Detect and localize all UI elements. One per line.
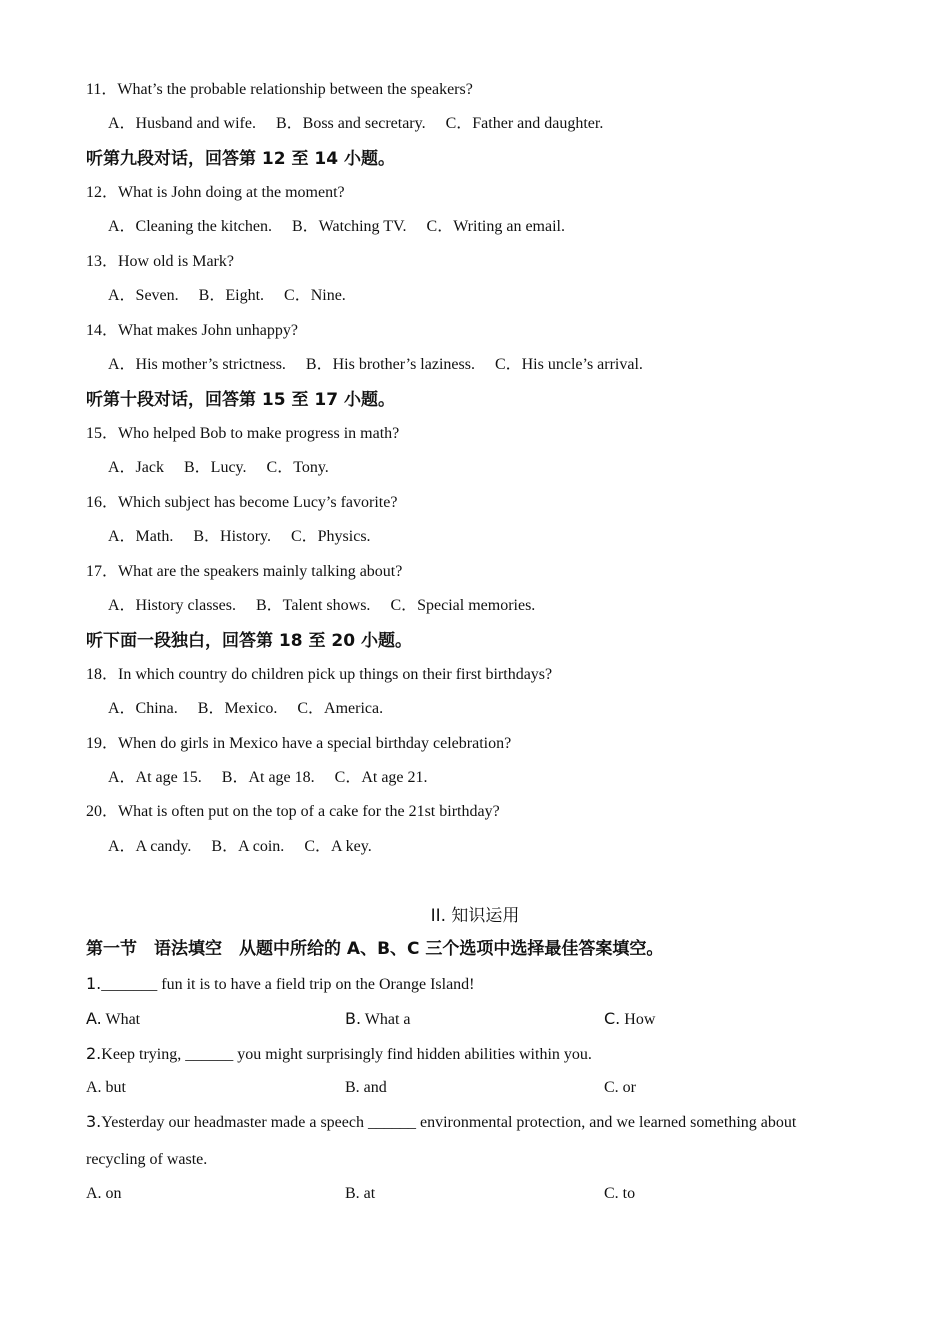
option-c: C．America. <box>297 700 384 717</box>
question-16-options <box>108 527 371 547</box>
option-a: A．Cleaning the kitchen. <box>108 218 272 235</box>
option-b: B．Boss and secretary. <box>275 115 426 132</box>
question-13-options <box>108 286 346 306</box>
question-18-options <box>108 699 383 719</box>
option-a: A．His mother’s strictness. <box>108 356 286 373</box>
question-number: 3. <box>86 1112 102 1131</box>
question-14: 14．What makes John unhappy? <box>86 322 298 339</box>
grammar-question-2-option-b: B. and <box>345 1079 387 1096</box>
option-a: A．History classes. <box>108 597 236 614</box>
question-18: 18．In which country do children pick up things on their first birthdays? <box>86 666 553 683</box>
question-11: 11．What’s the probable relationship between the speakers? <box>86 81 473 98</box>
grammar-question-1-option-c <box>604 1009 655 1030</box>
option-a: A．Math. <box>108 528 174 545</box>
grammar-question-3-continued: recycling of waste. <box>86 1151 208 1168</box>
question-number: 2. <box>86 1044 102 1063</box>
question-number: 1. <box>86 974 102 993</box>
option-key: A. <box>86 1009 102 1028</box>
section-heading-monologue: 听下面一段独白，回答第 18 至 20 小题。 <box>86 631 412 651</box>
question-12-options <box>108 217 565 237</box>
option-b: B．Talent shows. <box>256 597 371 614</box>
option-b: B．His brother’s laziness. <box>305 356 475 373</box>
option-b: B．Mexico. <box>197 700 278 717</box>
option-c: C．Nine. <box>284 287 346 304</box>
grammar-question-2-option-a: A. but <box>86 1079 126 1096</box>
option-c: C．Tony. <box>266 459 329 476</box>
option-c: C．Writing an email. <box>426 218 565 235</box>
question-19: 19．When do girls in Mexico have a special birthday celebration? <box>86 735 512 752</box>
option-a: A．Jack <box>108 459 164 476</box>
option-key: B. <box>345 1009 362 1028</box>
option-c: C．Physics. <box>290 528 371 545</box>
grammar-question-1-option-a <box>86 1009 140 1030</box>
option-b: B．A coin. <box>211 838 285 855</box>
section-heading-9: 听第九段对话，回答第 12 至 14 小题。 <box>86 149 395 169</box>
question-17: 17．What are the speakers mainly talking about? <box>86 563 403 580</box>
option-text: What <box>101 1011 141 1028</box>
option-b: B．At age 18. <box>221 769 315 786</box>
question-19-options <box>108 768 428 788</box>
grammar-question-1 <box>86 974 475 995</box>
option-text: How <box>620 1011 656 1028</box>
option-c: C．Father and daughter. <box>445 115 604 132</box>
section-title: II. 知识运用 <box>430 906 520 926</box>
grammar-question-2 <box>86 1044 592 1065</box>
grammar-question-1-option-b <box>345 1009 411 1030</box>
option-c: C．Special memories. <box>390 597 536 614</box>
grammar-question-3 <box>86 1112 796 1133</box>
option-a: A．China. <box>108 700 178 717</box>
question-13: 13．How old is Mark? <box>86 253 234 270</box>
question-12: 12．What is John doing at the moment? <box>86 184 345 201</box>
option-a: A．A candy. <box>108 838 192 855</box>
option-a: A．At age 15. <box>108 769 202 786</box>
option-text: What a <box>361 1011 411 1028</box>
option-b: B．Eight. <box>198 287 265 304</box>
option-c: C．His uncle’s arrival. <box>494 356 643 373</box>
question-17-options <box>108 596 535 616</box>
question-20-options <box>108 837 372 857</box>
grammar-question-2-option-c: C. or <box>604 1079 636 1096</box>
option-c: C．At age 21. <box>334 769 428 786</box>
question-text: Keep trying, ______ you might surprisingly find hidden abilities within you. <box>101 1046 592 1063</box>
question-11-options <box>108 114 603 134</box>
option-b: B．History. <box>193 528 271 545</box>
question-20: 20．What is often put on the top of a cake for the 21st birthday? <box>86 803 500 820</box>
option-c: C．A key. <box>304 838 372 855</box>
option-b: B．Watching TV. <box>291 218 407 235</box>
option-key: C. <box>604 1009 621 1028</box>
question-text: Yesterday our headmaster made a speech ______ environmental protection, and we learned something about <box>101 1114 797 1131</box>
question-text: _______ fun it is to have a field trip on the Orange Island! <box>101 976 475 993</box>
option-a: A．Husband and wife. <box>108 115 256 132</box>
question-14-options <box>108 355 643 375</box>
question-15: 15．Who helped Bob to make progress in math? <box>86 425 400 442</box>
option-b: B．Lucy. <box>184 459 247 476</box>
option-a: A．Seven. <box>108 287 179 304</box>
question-15-options <box>108 458 329 478</box>
section-subtitle: 第一节 语法填空 从题中所给的 A、B、C 三个选项中选择最佳答案填空。 <box>86 939 664 959</box>
grammar-question-3-option-c: C. to <box>604 1185 636 1202</box>
section-heading-10: 听第十段对话，回答第 15 至 17 小题。 <box>86 390 395 410</box>
question-16: 16．Which subject has become Lucy’s favorite? <box>86 494 398 511</box>
grammar-question-3-option-a: A. on <box>86 1185 122 1202</box>
grammar-question-3-option-b: B. at <box>345 1185 376 1202</box>
